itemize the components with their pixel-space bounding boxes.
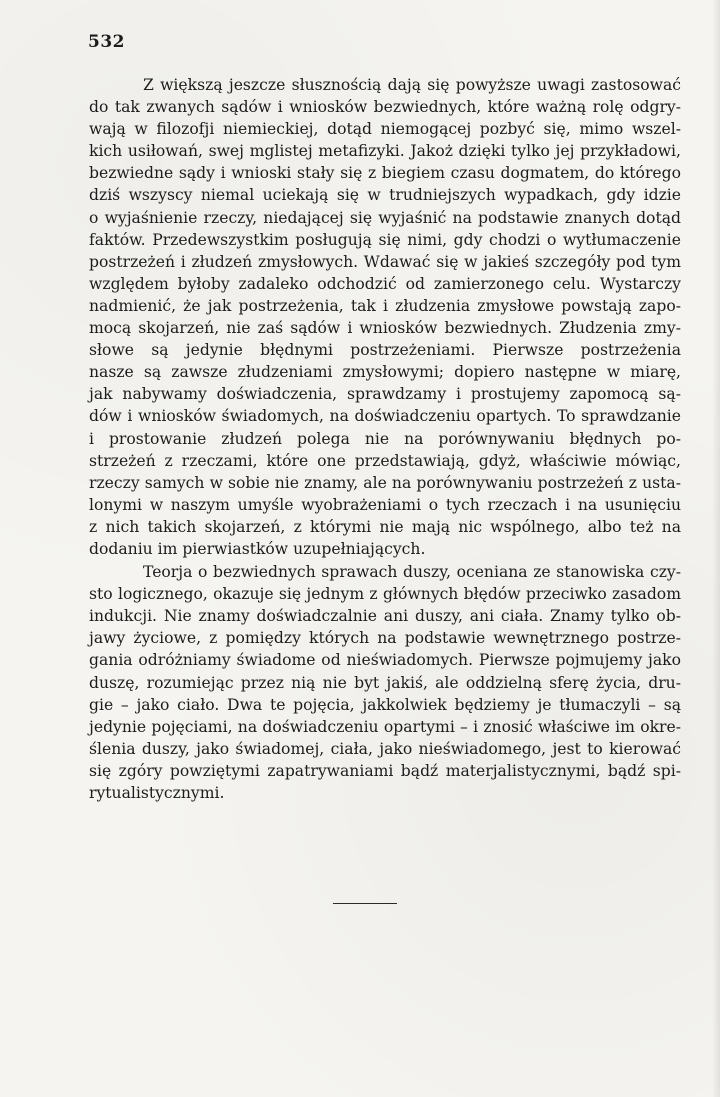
text-line: dodaniu im pierwiastków uzupełniających. [89,539,426,558]
text-line: jak nabywamy doświadczenia, sprawdzamy i prostujemy zapomocą są- [89,385,681,404]
text-line: o wyjaśnienie rzeczy, niedającej się wyjaśnić na podstawie znanych dotąd [89,208,681,227]
text-line: się zgóry powziętymi zapatrywaniami bądź materjalistycznymi, bądź spi- [89,761,681,780]
text-line: strzeżeń z rzeczami, które one przedstawiają, gdyż, właściwie mówiąc, [89,451,681,470]
text-line: kich usiłowań, swej mglistej metafizyki. Jakoż dzięki tylko jej przykładowi, [89,142,681,161]
text-line: względem byłoby zadaleko odchodzić od zamierzonego celu. Wystarczy [89,274,681,293]
body-text [89,74,681,804]
text-line: nadmienić, że jak postrzeżenia, tak i złudzenia zmysłowe powstają zapo- [89,296,681,315]
text-line: postrzeżeń i złudzeń zmysłowych. Wdawać się w jakieś szczegóły pod tym [89,252,681,271]
text-line: jedynie pojęciami, na doświadczeniu opartymi – i znosić właściwe im okre- [89,717,681,736]
section-divider-rule [333,903,397,904]
page-number: 532 [88,32,125,52]
text-line: faktów. Przedewszystkim posługują się nimi, gdy chodzi o wytłumaczenie [89,230,681,249]
text-line: wają w filozofji niemieckiej, dotąd niemogącej pozbyć się, mimo wszel- [89,120,681,139]
text-line: dziś wszyscy niemal uciekają się w trudniejszych wypadkach, gdy idzie [89,186,681,205]
text-line: Z większą jeszcze słusznością dają się powyższe uwagi zastosować [143,76,681,94]
text-line: jawy życiowe, z pomiędzy których na podstawie wewnętrznego postrze- [89,629,681,648]
text-line: słowe są jedynie błędnymi postrzeżeniami. Pierwsze postrzeżenia [89,341,681,360]
text-line: do tak zwanych sądów i wniosków bezwiednych, które ważną rolę odgry- [89,98,681,117]
text-line: rytualistycznymi. [89,784,225,802]
text-line: i prostowanie złudzeń polega nie na porównywaniu błędnych po- [89,429,681,448]
text-line: z nich takich skojarzeń, z którymi nie mają nic wspólnego, albo też na [89,517,681,536]
text-line: gania odróżniamy świadome od nieświadomych. Pierwsze pojmujemy jako [89,651,681,670]
text-line: bezwiedne sądy i wnioski stały się z biegiem czasu dogmatem, do którego [89,164,681,183]
text-line: duszę, rozumiejąc przez nią nie byt jakiś, ale oddzielną sferę życia, dru- [89,673,681,692]
text-line: dów i wniosków świadomych, na doświadczeniu opartych. To sprawdzanie [89,407,681,426]
text-line: rzeczy samych w sobie nie znamy, ale na porównywaniu postrzeżeń z usta- [89,473,681,492]
scan-edge-shadow [712,0,720,1097]
text-line: ślenia duszy, jako świadomej, ciała, jako nieświadomego, jest to kierować [89,739,681,758]
text-line: mocą skojarzeń, nie zaś sądów i wniosków bezwiednych. Złudzenia zmy- [89,319,681,338]
paragraph-1 [89,74,681,560]
paragraph-2 [89,561,681,804]
text-line: gie – jako ciało. Dwa te pojęcia, jakkolwiek będziemy je tłumaczyli – są [89,695,681,714]
text-line: sto logicznego, okazuje się jednym z głównych błędów przeciwko zasadom [89,585,681,604]
text-line: Teorja o bezwiednych sprawach duszy, oceniana ze stanowiska czy- [143,563,681,582]
text-line: lonymi w naszym umyśle wyobrażeniami o tych rzeczach i na usunięciu [89,495,681,514]
text-line: nasze są zawsze złudzeniami zmysłowymi; dopiero następne w miarę, [89,363,681,382]
text-line: indukcji. Nie znamy doświadczalnie ani duszy, ani ciała. Znamy tylko ob- [89,607,681,626]
